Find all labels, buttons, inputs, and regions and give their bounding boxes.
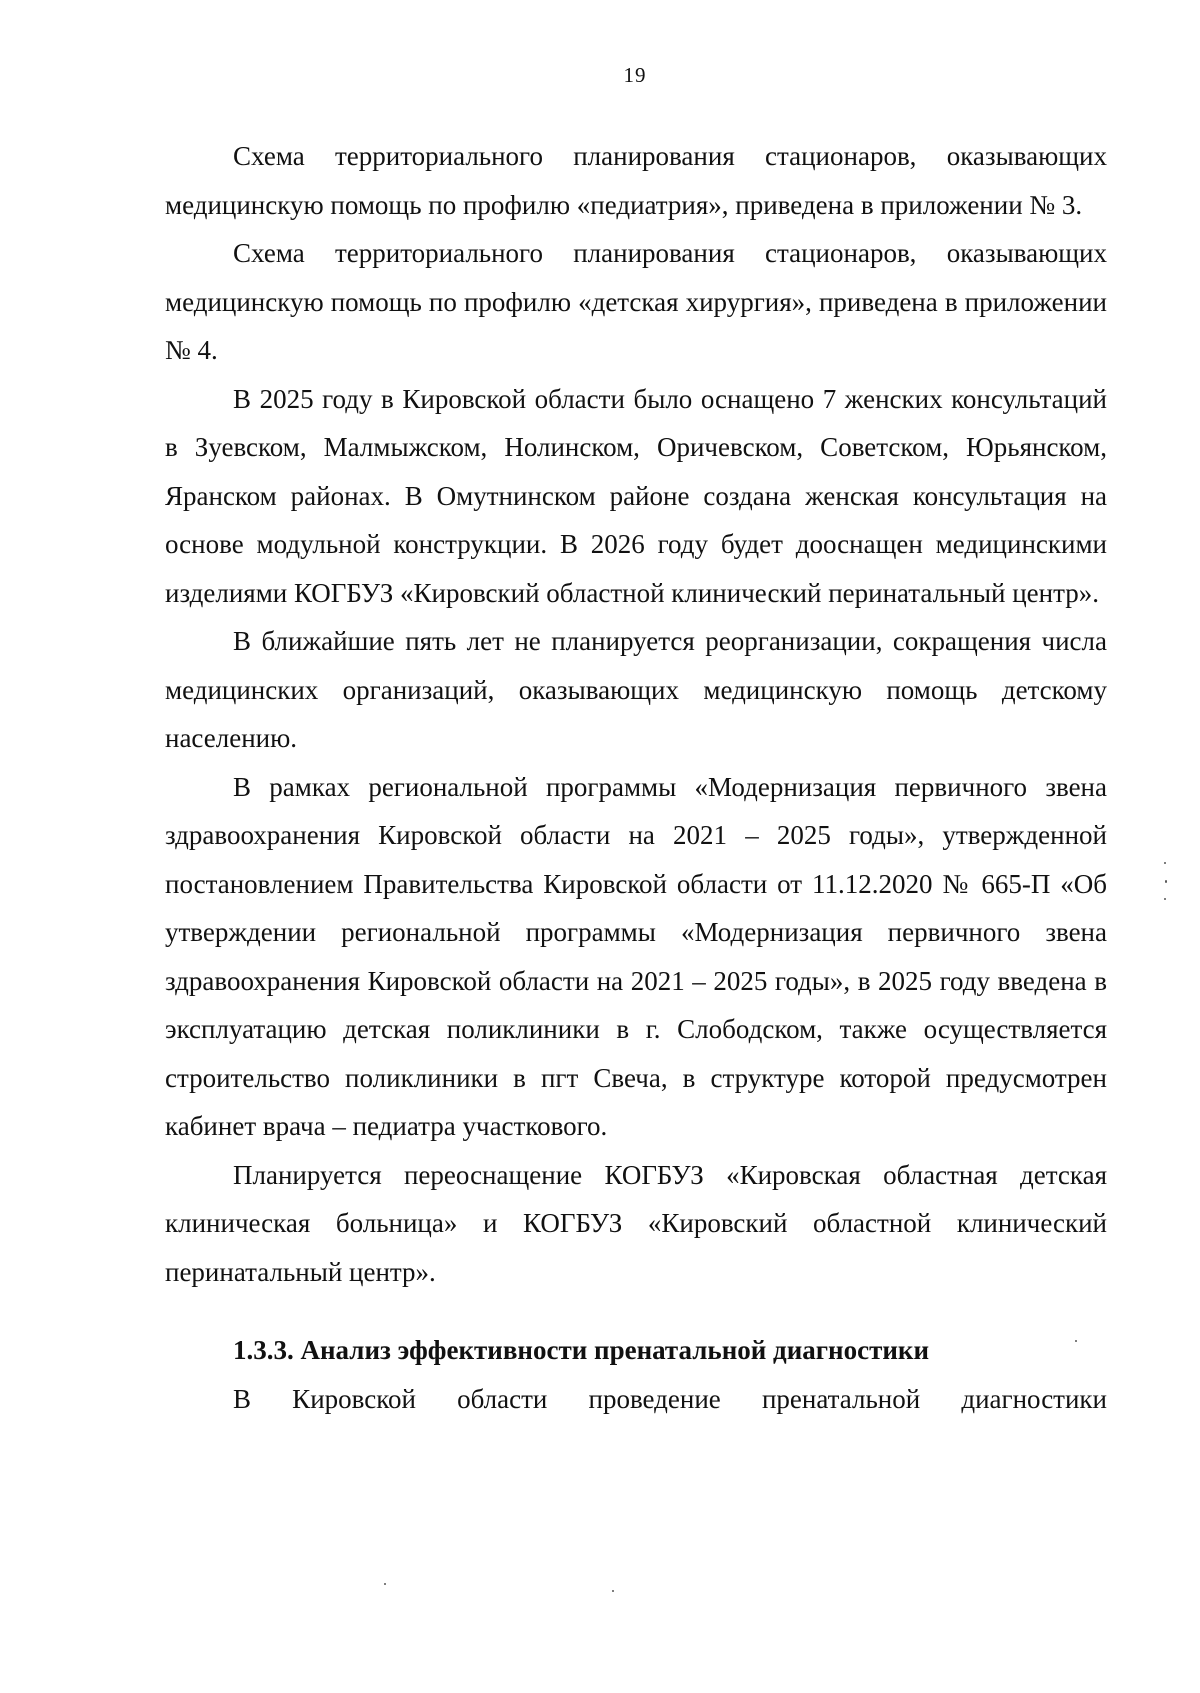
paragraph-no-reorganization: В ближайшие пять лет не планируется реорганизации, сокращения числа медицинских организаций, оказывающих медицинскую помощь детскому населению. <box>165 626 1107 753</box>
paragraph-surgery-scheme: Схема территориального планирования стационаров, оказывающих медицинскую помощь по профилю «детская хирургия», приведена в приложении № 4. <box>165 238 1107 365</box>
scan-speck <box>1075 1340 1077 1342</box>
scan-speck <box>1165 880 1167 883</box>
scan-speck <box>1164 898 1166 900</box>
scan-speck <box>612 1590 614 1592</box>
paragraph-womens-clinics: В 2025 году в Кировской области было оснащено 7 женских консультаций в Зуевском, Малмыжском, Нолинском, Оричевском, Советском, Юрьянском, Яранском районах. В Омутнинском районе создана женская консультация на основе модульной конструкции. В 2026 году будет дооснащен медицинскими изделиями КОГБУЗ «Кировский областной клинический перинатальный центр». <box>165 383 1107 608</box>
page-body <box>165 132 1107 1423</box>
paragraph-modernization-program: В рамках региональной программы «Модернизация первичного звена здравоохранения Кировской области на 2021 – 2025 годы», утвержденной постановлением Правительства Кировской области от 11.12.2020 № 665-П «Об утверждении региональной программы «Модернизация первичного звена здравоохранения Кировской области на 2021 – 2025 годы», в 2025 году введена в эксплуатацию детская поликлиники в г. Слободском, также осуществляется строительство поликлиники в пгт Свеча, в структуре которой предусмотрен кабинет врача – педиатра участкового. <box>165 771 1107 1141</box>
page-number: 19 <box>623 63 647 87</box>
section-first-paragraph: В Кировской области проведение пренатальной диагностики <box>233 1383 1107 1414</box>
paragraph-reequipment: Планируется переоснащение КОГБУЗ «Кировская областная детская клиническая больница» и КОГБУЗ «Кировский областной клинический перинатальный центр». <box>165 1159 1107 1287</box>
scan-speck <box>1164 862 1166 864</box>
paragraph-pediatrics-scheme: Схема территориального планирования стационаров, оказывающих медицинскую помощь по профилю «педиатрия», приведена в приложении № 3. <box>165 141 1107 220</box>
scan-speck <box>384 1583 386 1585</box>
section-heading: 1.3.3. Анализ эффективности пренатальной диагностики <box>233 1335 930 1365</box>
